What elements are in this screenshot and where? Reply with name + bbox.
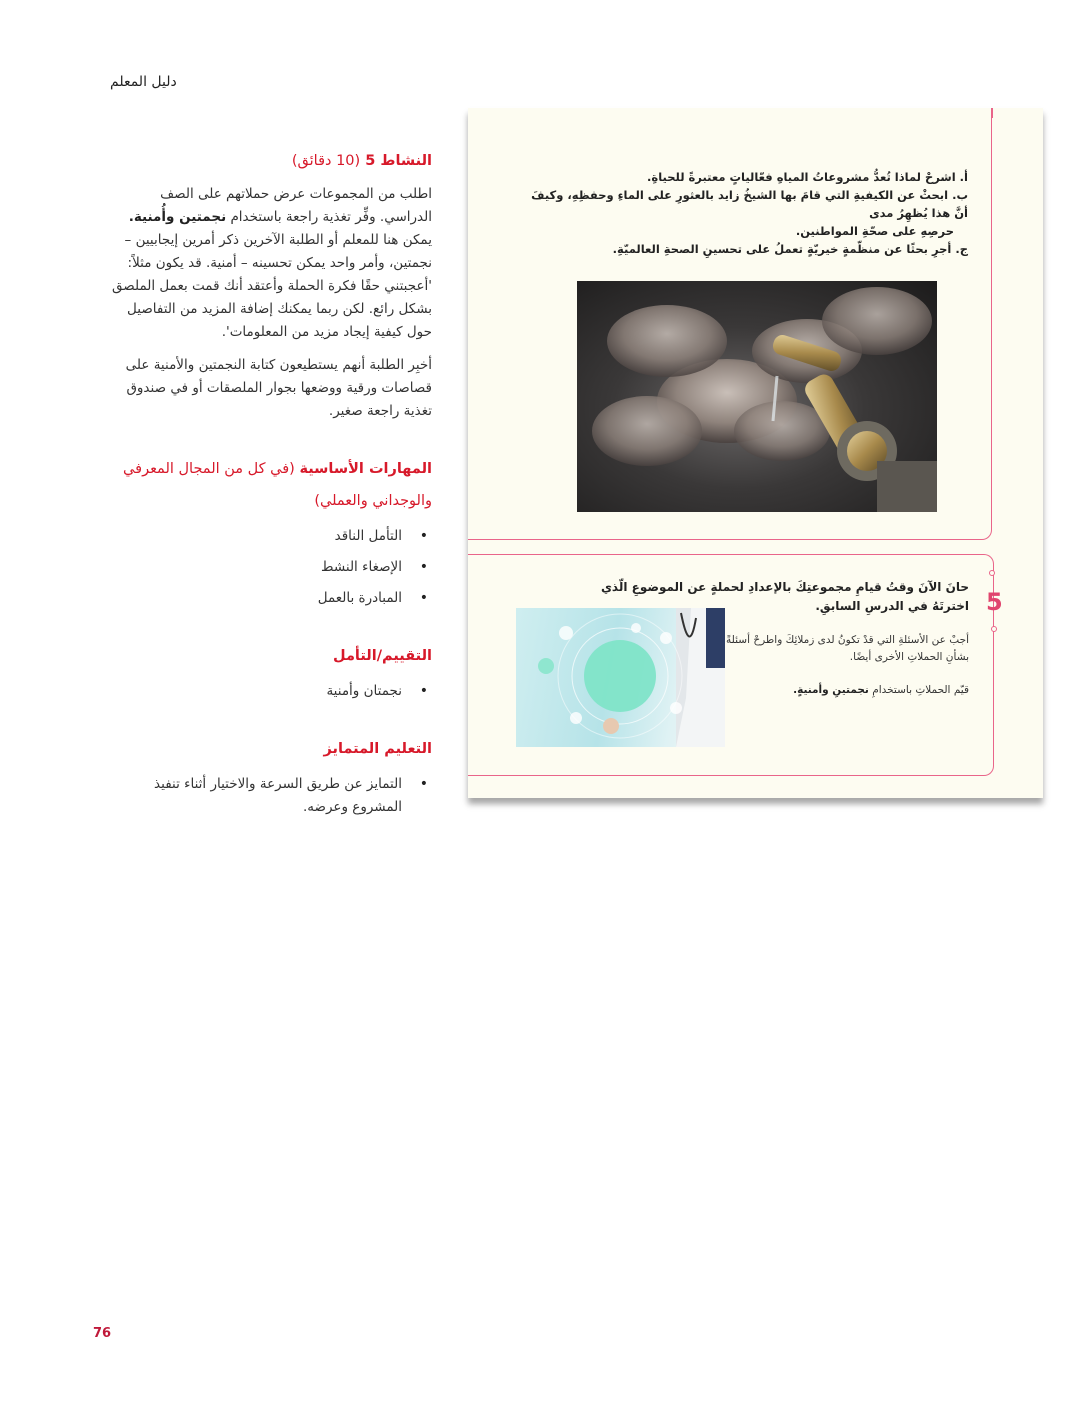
list-item: • الإصغاء النشط [110,556,432,579]
exercise-p2-bold: نجمتينِ وأمنيةٍ. [793,684,869,696]
exercise-text: حانَ الآنَ وقتُ قيامِ مجموعتِكَ بالإعدادِ لحملةٍ عن الموضوعِ الّذي اخترتَهُ في الدرسِ السابقِ. [600,580,969,613]
page-number: 76 [93,1326,112,1341]
hands-water-tap-photo [577,281,937,512]
skills-title-rest: (في كل من المجال المعرفي والوجداني والعملي) [123,461,432,509]
activity-paragraph-2: أخبِر الطلبة أنهم يستطيعون كتابة النجمتين والأمنية على قصاصات ورقية ووضعها بجوار الملصقات أو في صندوق تغذية راجعة صغير. [125,357,432,419]
teacher-column [110,150,432,827]
exercise-paragraph-2 [726,682,969,699]
water-photo-illustration [577,281,937,512]
activity-title [110,150,432,173]
activity-paragraph-1 [110,183,432,344]
health-photo-illustration [516,608,725,747]
para1-text-b: يمكن هنا للمعلم أو الطلبة الآخرين ذكر أمرين إيجابيين – نجمتين، وأمر واحد يمكن تحسينه – أمنية. قد يكون مثلاً: 'أعجبتني حقًا فكرة الحملة وأعتقد أنك قمت بعمل الملصق بشكل رائع. لكن ربما يمكنك إضافة المزيد من التفاصيل حول كيفية إيجاد مزيد من المعلومات'. [112,232,432,340]
question-a: أ. اشرحْ لماذا تُعدُّ مشروعاتُ المياهِ فعّالياتٍ معتبرةً للحياةِ. [647,170,968,184]
question-b-cont: حرصِهِ على صحّةِ المواطنين. [795,224,954,238]
question-c: ج. أجرِ بحثًا عن منظّمةٍ خيريّةٍ تعملُ على تحسينِ الصحةِ العالميّةِ. [612,242,968,256]
student-page-panel [468,108,1043,798]
assessment-title: التقييم/التأمل [333,648,432,664]
questions-list [523,168,968,258]
list-item: • نجمتان وأمنية [110,680,432,703]
skills-list [110,525,432,610]
exercise-paragraph-1: أجبْ عن الأسئلةِ التي قدْ تكونُ لدى زملائِكَ واطرحْ أسئلةً بشأنِ الحملاتِ الأخرى أيضًا. [726,634,969,663]
activity-duration: (10 دقائق) [291,153,361,169]
para1-text-a: اطلب من المجموعات عرض حملاتهم على الصف الدراسي. وفِّر تغذية راجعة باستخدام [160,186,432,225]
list-item: • التأمل الناقد [110,525,432,548]
exercise-p2-text: قيّم الحملاتِ باستخدامِ [868,684,969,696]
list-item: • المبادرة بالعمل [110,587,432,610]
skills-title [110,453,432,517]
differentiation-list [110,773,432,819]
frame-dot [989,570,995,576]
question-b: ب. ابحثْ عن الكيفيةِ التي قامَ بها الشيخُ زايد بالعثورِ على الماءِ وحفظِهِ، وكيفَ أنَّ هذا يُظهِرُ مدى [531,188,968,220]
skills-title-main: المهارات الأساسية [299,461,432,477]
exercise-number: 5 [986,588,1003,616]
medical-health-icons-photo [516,608,725,747]
activity-title-label: النشاط 5 [365,153,432,169]
para1-bold: نجمتين وأُمنية. [128,209,227,225]
list-item: • التمايز عن طريق السرعة والاختيار أثناء تنفيذ المشروع وعرضه. [110,773,432,819]
frame-dot [991,626,997,632]
assessment-list [110,680,432,703]
differentiation-title: التعليم المتمايز [323,741,432,757]
guide-header: دليل المعلم [110,74,177,90]
